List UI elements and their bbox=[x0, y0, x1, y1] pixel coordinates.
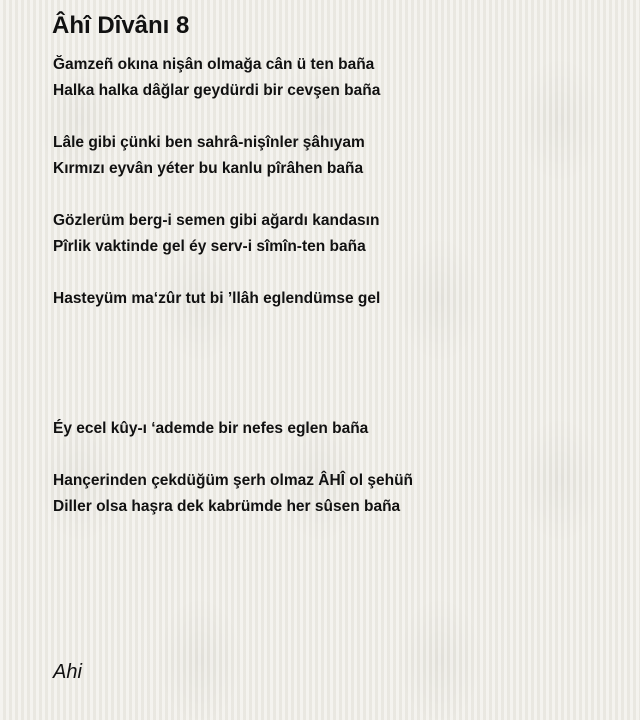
poem-line: Ğamzeñ okına nişân olmağa cân ü ten baña bbox=[53, 56, 375, 73]
stanza-gap bbox=[53, 182, 623, 208]
poem-line: Lâle gibi çünki ben sahrâ-nişînler şâhıyam bbox=[53, 134, 365, 151]
stanza-gap bbox=[53, 312, 623, 338]
poem-body bbox=[53, 52, 623, 520]
stanza-gap bbox=[53, 104, 623, 130]
poem-line: Hasteyüm ma‘zûr tut bi ’llâh eglendümse gel bbox=[53, 290, 381, 307]
poem-author[interactable]: Ahi bbox=[53, 661, 82, 683]
stanza-gap bbox=[53, 338, 623, 364]
poem-title: Âhî Dîvânı 8 bbox=[52, 12, 190, 39]
poem-line: Gözlerüm berg-i semen gibi ağardı kandasın bbox=[53, 212, 380, 229]
poem-line: Hançerinden çekdüğüm şerh olmaz ÂHÎ ol şehüñ bbox=[53, 472, 414, 489]
poem-line: Halka halka dâğlar geydürdi bir cevşen baña bbox=[53, 82, 381, 99]
poem-line: Pîrlik vaktinde gel éy serv-i sîmîn-ten baña bbox=[53, 238, 366, 255]
stanza-gap bbox=[53, 260, 623, 286]
poem-line: Kırmızı eyvân yéter bu kanlu pîrâhen baña bbox=[53, 160, 364, 177]
stanza-gap bbox=[53, 442, 623, 468]
poem-line: Éy ecel kûy-ı ‘ademde bir nefes eglen baña bbox=[53, 420, 369, 437]
poem-line: Diller olsa haşra dek kabrümde her sûsen baña bbox=[53, 498, 401, 515]
stanza-gap bbox=[53, 390, 623, 416]
stanza-gap bbox=[53, 364, 623, 390]
